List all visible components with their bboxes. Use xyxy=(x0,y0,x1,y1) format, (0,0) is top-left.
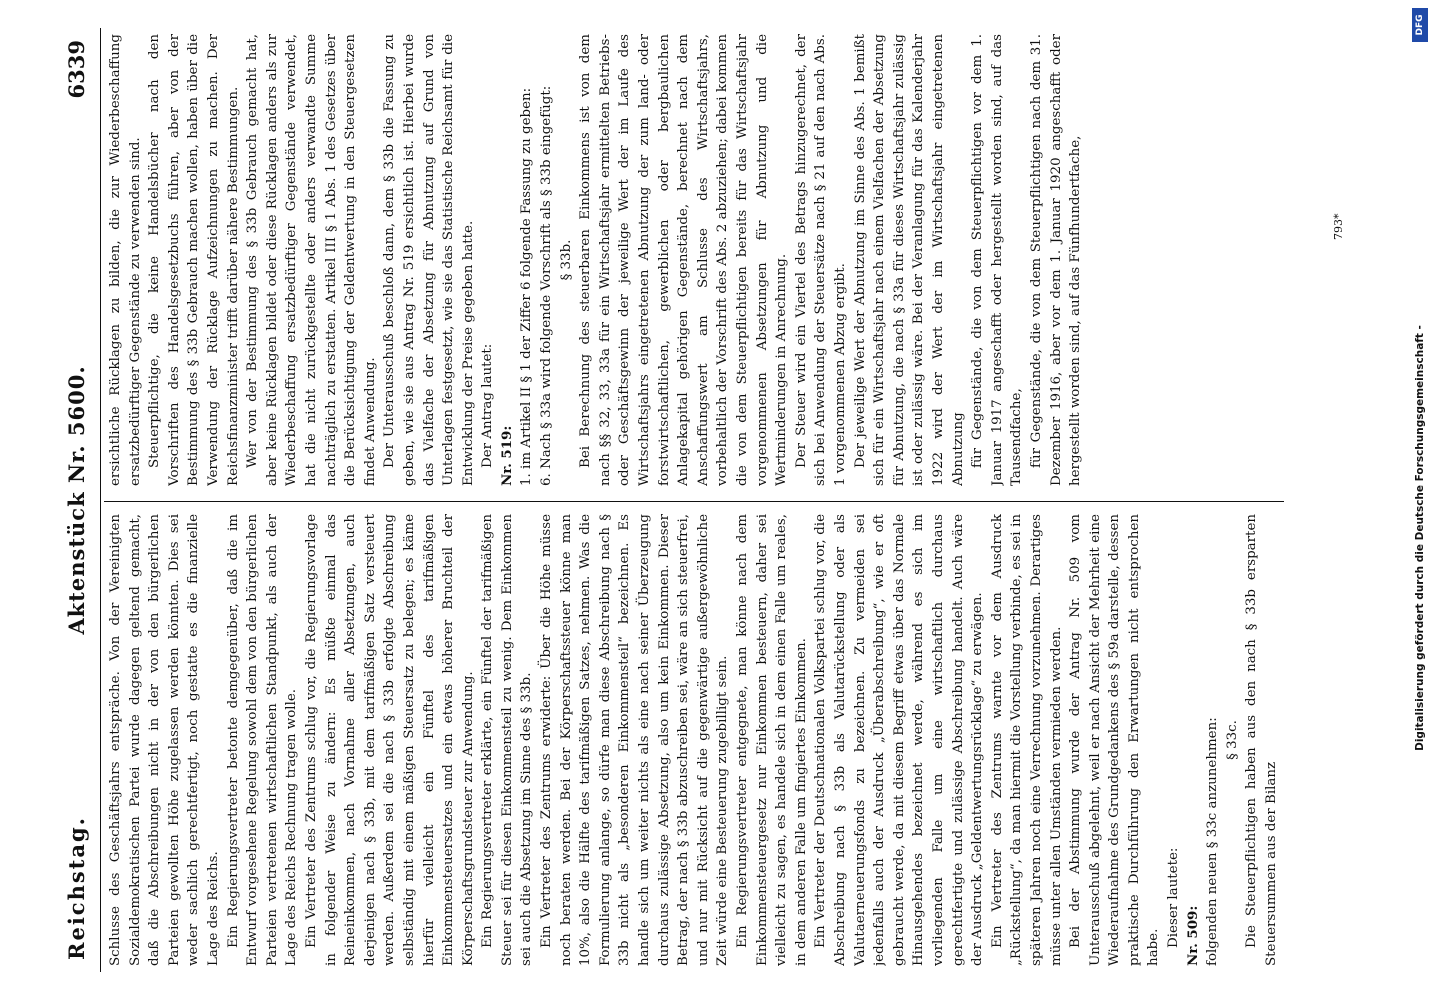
paragraph: Bei Berechnung des steuerbaren Einkommens ist von dem nach §§ 32, 33, 33a für ein Wirtschaftsjahr ermittelten Betriebs- oder Geschäftsgewinn der jeweilige Wert der im Laufe des Wirtschaftsjahrs eingetretenen Abnutzung der zum land- oder forstwirtschaftlichen, gewerblichen oder bergbaulichen Anlagekapital gehörigen Gegenstände, berechnet nach dem Anschaffungswert am Schlusse des Wirtschaftsjahrs, vorbehaltlich der Vorschrift des Abs. 2 abzuziehen; dabei kommen die von dem Steuerpflichtigen bereits für das Wirtschaftsjahr vorgenommenen Absetzungen für Abnutzung und die Wertminderungen in Anrechnung. xyxy=(578,34,790,486)
paragraph: folgenden neuen § 33c anzunehmen: xyxy=(1205,717,1221,966)
paragraph: Dieser lautete: xyxy=(1166,847,1182,948)
list-item: 1. im Artikel II § 1 der Ziffer 6 folgende Fassung zu geben: xyxy=(519,87,535,486)
paragraph: für Gegenstände, die von dem Steuerpflichtigen vor dem 1. Januar 1917 angeschafft oder hergestellt worden sind, auf das Tausendfache, xyxy=(970,34,1025,486)
motion-number: Nr. 519: xyxy=(498,425,515,486)
paragraph: Bei der Abstimmung wurde der Antrag Nr. 509 vom Unterausschuß abgelehnt, weil er nach Ansicht der Mehrheit eine Wiederaufnahme des Grundgedankens des § 59a darstelle, dessen praktische Durchführung den Erwartungen nicht entsprochen habe. xyxy=(1068,514,1162,966)
column-divider xyxy=(104,501,1284,502)
paragraph: Ein Vertreter des Zentrums erwiderte: Über die Höhe müsse noch beraten werden. Bei der Körperschaftssteuer könne man 10%, also die Hälfte des tarifmäßigen Satzes, nehmen. Was die Formulierung anlange, so dürfe man diese Abschreibung nach § 33b nicht als „besonderen Einkommensteil“ bezeichnen. Es handle sich um weiter nichts als eine nach seiner Überzeugung durchaus zulässige Absetzung, also um kein Einkommen. Dieser Betrag, der nach § 33b abzuschreiben sei, wäre an sich steuerfrei, und nur mit Rücksicht auf die gegenwärtige außergewöhnliche Zeit würde eine Besteuerung zugebilligt sein. xyxy=(539,514,731,966)
paragraph: Ein Vertreter des Zentrums warnte vor dem Ausdruck „Rückstellung“, da man hiermit die Vorstellung verbinde, es sei in späteren Jahren noch eine Verrechnung vorzunehmen. Derartiges müsse unter allen Umständen vermieden werden. xyxy=(989,514,1064,966)
paragraph: Ein Regierungsvertreter betonte demgegenüber, daß die im Entwurf vorgesehene Regelung sowohl dem von den bürgerlichen Parteien vertretenen wirtschaftlichen Standpunkt, als auch der Lage des Reichs Rechnung tragen wolle. xyxy=(225,514,300,966)
paragraph: Der Steuer wird ein Viertel des Betrags hinzugerechnet, der sich bei Anwendung der Steuersätze nach § 21 auf den nach Abs. 1 vorgenommenen Abzug ergibt. xyxy=(793,34,848,486)
list-item: 6. Nach § 33a wird folgende Vorschrift als § 33b eingefügt: xyxy=(539,85,555,486)
paragraph: Der Antrag lautet: xyxy=(480,343,496,468)
paragraph: Schlusse des Geschäftsjahrs entspräche. Von der Vereinigten Sozialdemokratischen Partei wurde dagegen geltend gemacht, daß die Abschreibungen nicht in der von den bürgerlichen Parteien gewollten Höhe zugelassen werden könnten. Dies sei weder sachlich gerechtfertigt, noch gestatte es die finanzielle Lage des Reichs. xyxy=(108,514,221,966)
page-header xyxy=(60,0,102,1000)
section-heading: § 33c. xyxy=(1224,720,1240,760)
footer-mark: 793* xyxy=(1332,213,1345,240)
paragraph: Der Unterausschuß beschloß dann, dem § 33b die Fassung zu geben, wie sie aus Antrag Nr. 519 ersichtlich ist. Hierbei wurde das Vielfache der Absetzung für Abnutzung auf Grund von Unterlagen festgesetzt, wie sie das Statistische Reichsamt für die Entwicklung der Preise gegeben hatte. xyxy=(382,34,476,486)
paragraph: ersichtliche Rücklagen zu bilden, die zur Wiederbeschaffung ersatzbedürftiger Gegenstände zu verwenden sind. xyxy=(108,34,143,486)
paragraph: für Gegenstände, die von dem Steuerpflichtigen nach dem 31. Dezember 1916, aber vor dem 1. Januar 1920 angeschafft oder hergestellt worden sind, auf das Fünfhundertfache, xyxy=(1028,34,1084,486)
paragraph: Ein Vertreter des Zentrums schlug vor, die Regierungsvorlage in folgender Weise zu ändern: Es müßte einmal das Reineinkommen, nach Vornahme aller Absetzungen, auch derjenigen nach § 33b, mit dem tarifmäßigen Satz versteuert werden. Außerdem sei die nach § 33b erfolgte Abschreibung selbständig mit einem mäßigen Steuersatz zu belegen; es käme hierfür vielleicht ein Fünftel des tarifmäßigen Einkommensteuersatzes und ein etwas höherer Bruchteil der Körperschaftsgrundsteuer zur Anwendung. xyxy=(303,514,476,966)
left-column xyxy=(106,514,1286,966)
paragraph: Der jeweilige Wert der Abnutzung im Sinne des Abs. 1 bemißt sich für ein Wirtschaftsjahr nach einem Vielfachen der Absetzung für Abnutzung, die nach § 33a für dieses Wirtschaftsjahr zulässig ist oder zulässig wäre. Bei der Veranlagung für das Kalenderjahr 1922 wird der Wert der im Wirtschaftsjahr eingetretenen Abnutzung xyxy=(852,34,966,486)
paragraph: Wer von der Bestimmung des § 33b Gebrauch gemacht hat, aber keine Rücklagen bildet oder diese Rücklagen anders als zur Wiederbeschaffung ersatzbedürftiger Gegenstände verwendet, hat die nicht zurückgestellte oder anders verwandte Summe nachträglich zu erstatten. Artikel III § 1 Abs. 1 des Gesetzes über die Berücksichtigung der Geldentwertung in den Steuergesetzen findet Anwendung. xyxy=(245,34,378,486)
page-number: 6339 xyxy=(64,40,89,99)
digitization-stamp xyxy=(1408,8,1432,993)
paragraph: Steuerpflichtige, die keine Handelsbücher nach den Vorschriften des Handelsgesetzbuchs führen, aber von der Bestimmung des § 33b Gebrauch machen wollen, haben über die Verwendung der Rücklage Aufzeichnungen zu machen. Der Reichsfinanzminister trifft darüber nähere Bestimmungen. xyxy=(147,34,241,486)
header-title: Aktenstück Nr. 5600. xyxy=(64,365,89,635)
dfg-badge-label: DFG xyxy=(1415,14,1425,36)
motion-number: Nr. 509: xyxy=(1184,905,1201,966)
section-heading: § 33b. xyxy=(558,239,574,281)
paragraph: Die Steuerpflichtigen haben aus den nach § 33b ersparten Steuersummen aus der Bilanz xyxy=(1244,514,1280,966)
paragraph: Ein Regierungsvertreter entgegnete, man könne nach dem Einkommensteuergesetz nur Einkommen besteuern, daher sei vielleicht zu sagen, es handele sich in dem einen Falle um reales, in dem anderen Falle um fingiertes Einkommen. xyxy=(735,514,809,966)
paragraph: Ein Regierungsvertreter erklärte, ein Fünftel der tarifmäßigen Steuer sei für diesen Einkommensteil zu wenig. Dem Einkommen sei auch die Absetzung im Sinne des § 33b. xyxy=(480,514,535,966)
header-left: Reichstag. xyxy=(64,816,89,960)
paragraph: Ein Vertreter der Deutschnationalen Volkspartei schlug vor, die Abschreibung nach § 33b als Valutarückstellung oder als Valutaerneuerungsfonds zu bezeichnen. Zu vermeiden sei jedenfalls auch der Ausdruck „Überabschreibung“, wie er oft gebraucht werde, da mit diesem Begriff etwas über das Normale Hinausgehendes bezeichnet werde, während es sich im vorliegenden Falle um eine wirtschaftlich durchaus gerechtfertigte und zulässige Abschreibung handelt. Auch wäre der Ausdruck „Geldentwertungsrücklage“ zu erwägen. xyxy=(813,514,986,966)
header-rule xyxy=(100,28,101,972)
stamp-text: Digitalisierung gefördert durch die Deutsche Forschungsgemeinschaft - xyxy=(1414,325,1426,751)
right-column xyxy=(106,34,1286,486)
dfg-logo-icon xyxy=(1412,8,1428,42)
